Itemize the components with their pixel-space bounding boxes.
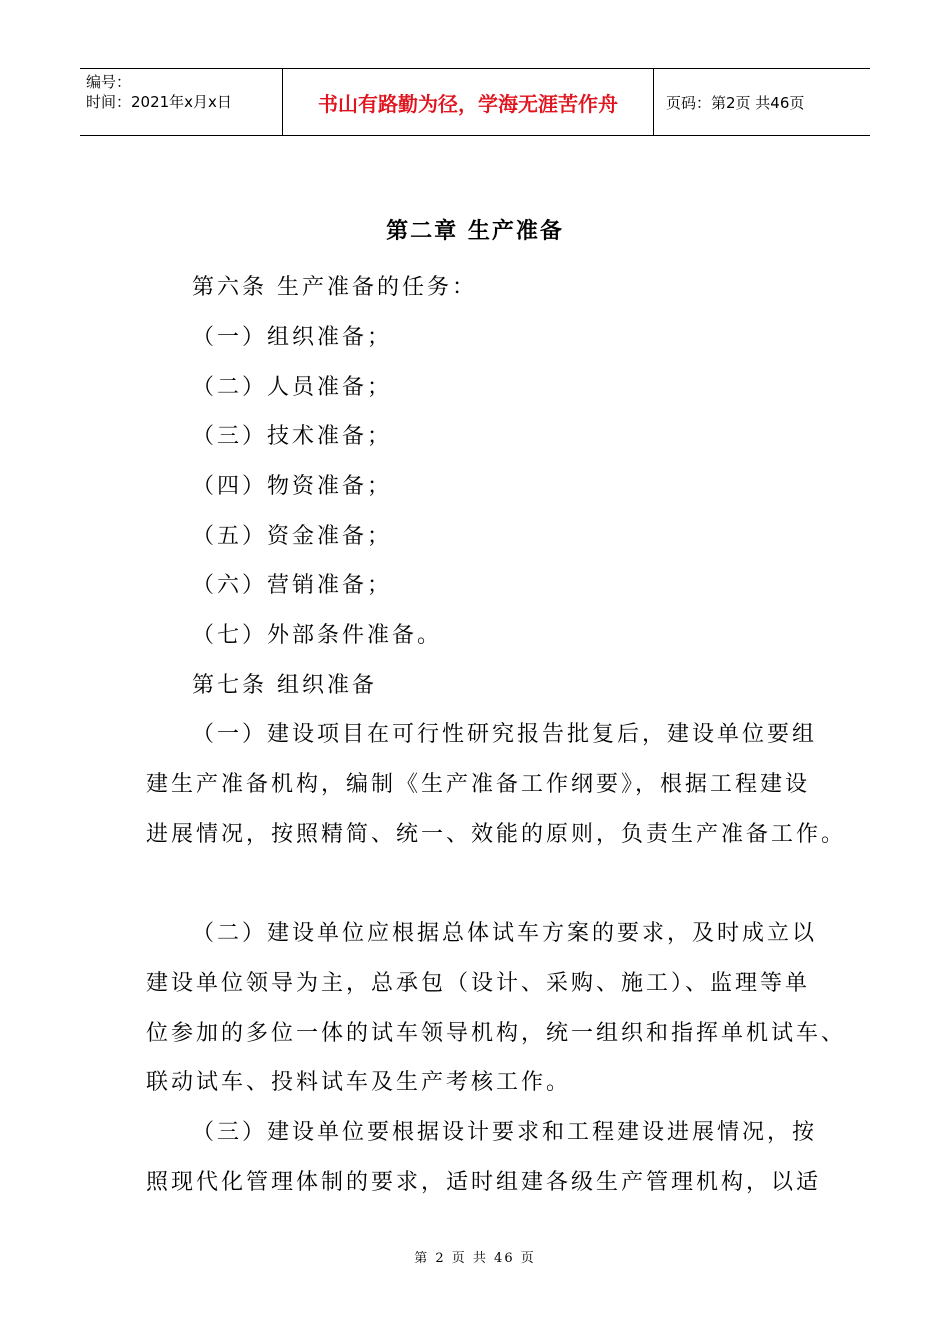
paragraph-line: 联动试车、投料试车及生产考核工作。: [146, 1070, 572, 1095]
list-item: （四）物资准备；: [192, 474, 393, 499]
list-item: （五）资金准备；: [192, 524, 393, 549]
paragraph-line: 建设单位领导为主，总承包（设计、采购、施工）、监理等单: [146, 971, 811, 996]
header-page-info-cell: [654, 69, 870, 135]
page-header: [80, 68, 870, 136]
header-motto: 书山有路勤为径，学海无涯苦作舟: [318, 91, 618, 116]
paragraph-line: 建生产准备机构，编制《生产准备工作纲要》，根据工程建设: [146, 772, 811, 797]
paragraph-line: （二）建设单位应根据总体试车方案的要求，及时成立以: [192, 921, 818, 946]
header-motto-cell: [282, 69, 654, 135]
number-label: 编号：: [86, 73, 132, 91]
article-heading: 第六条 生产准备的任务：: [192, 275, 477, 300]
header-meta: [80, 69, 282, 135]
list-item: （二）人员准备；: [192, 375, 393, 400]
time-label: 时间：2021年x月x日: [86, 93, 232, 111]
paragraph-line: 位参加的多位一体的试车领导机构，统一组织和指挥单机试车、: [146, 1021, 847, 1046]
paragraph-line: 进展情况，按照精简、统一、效能的原则，负责生产准备工作。: [146, 822, 847, 847]
page-footer: 第 2 页 共 46 页: [414, 1251, 536, 1266]
list-item: （三）技术准备；: [192, 424, 393, 449]
header-page-info: 页码：第2页 共46页: [666, 93, 805, 112]
paragraph-line: 照现代化管理体制的要求，适时组建各级生产管理机构，以适: [146, 1170, 822, 1195]
list-item: （一）组织准备；: [192, 325, 393, 350]
paragraph-line: （三）建设单位要根据设计要求和工程建设进展情况，按: [192, 1120, 818, 1145]
list-item: （七）外部条件准备。: [192, 623, 443, 648]
paragraph-line: （一）建设项目在可行性研究报告批复后，建设单位要组: [192, 722, 818, 747]
article-heading: 第七条 组织准备: [192, 673, 377, 698]
chapter-title: 第二章 生产准备: [386, 219, 564, 244]
list-item: （六）营销准备；: [192, 573, 393, 598]
